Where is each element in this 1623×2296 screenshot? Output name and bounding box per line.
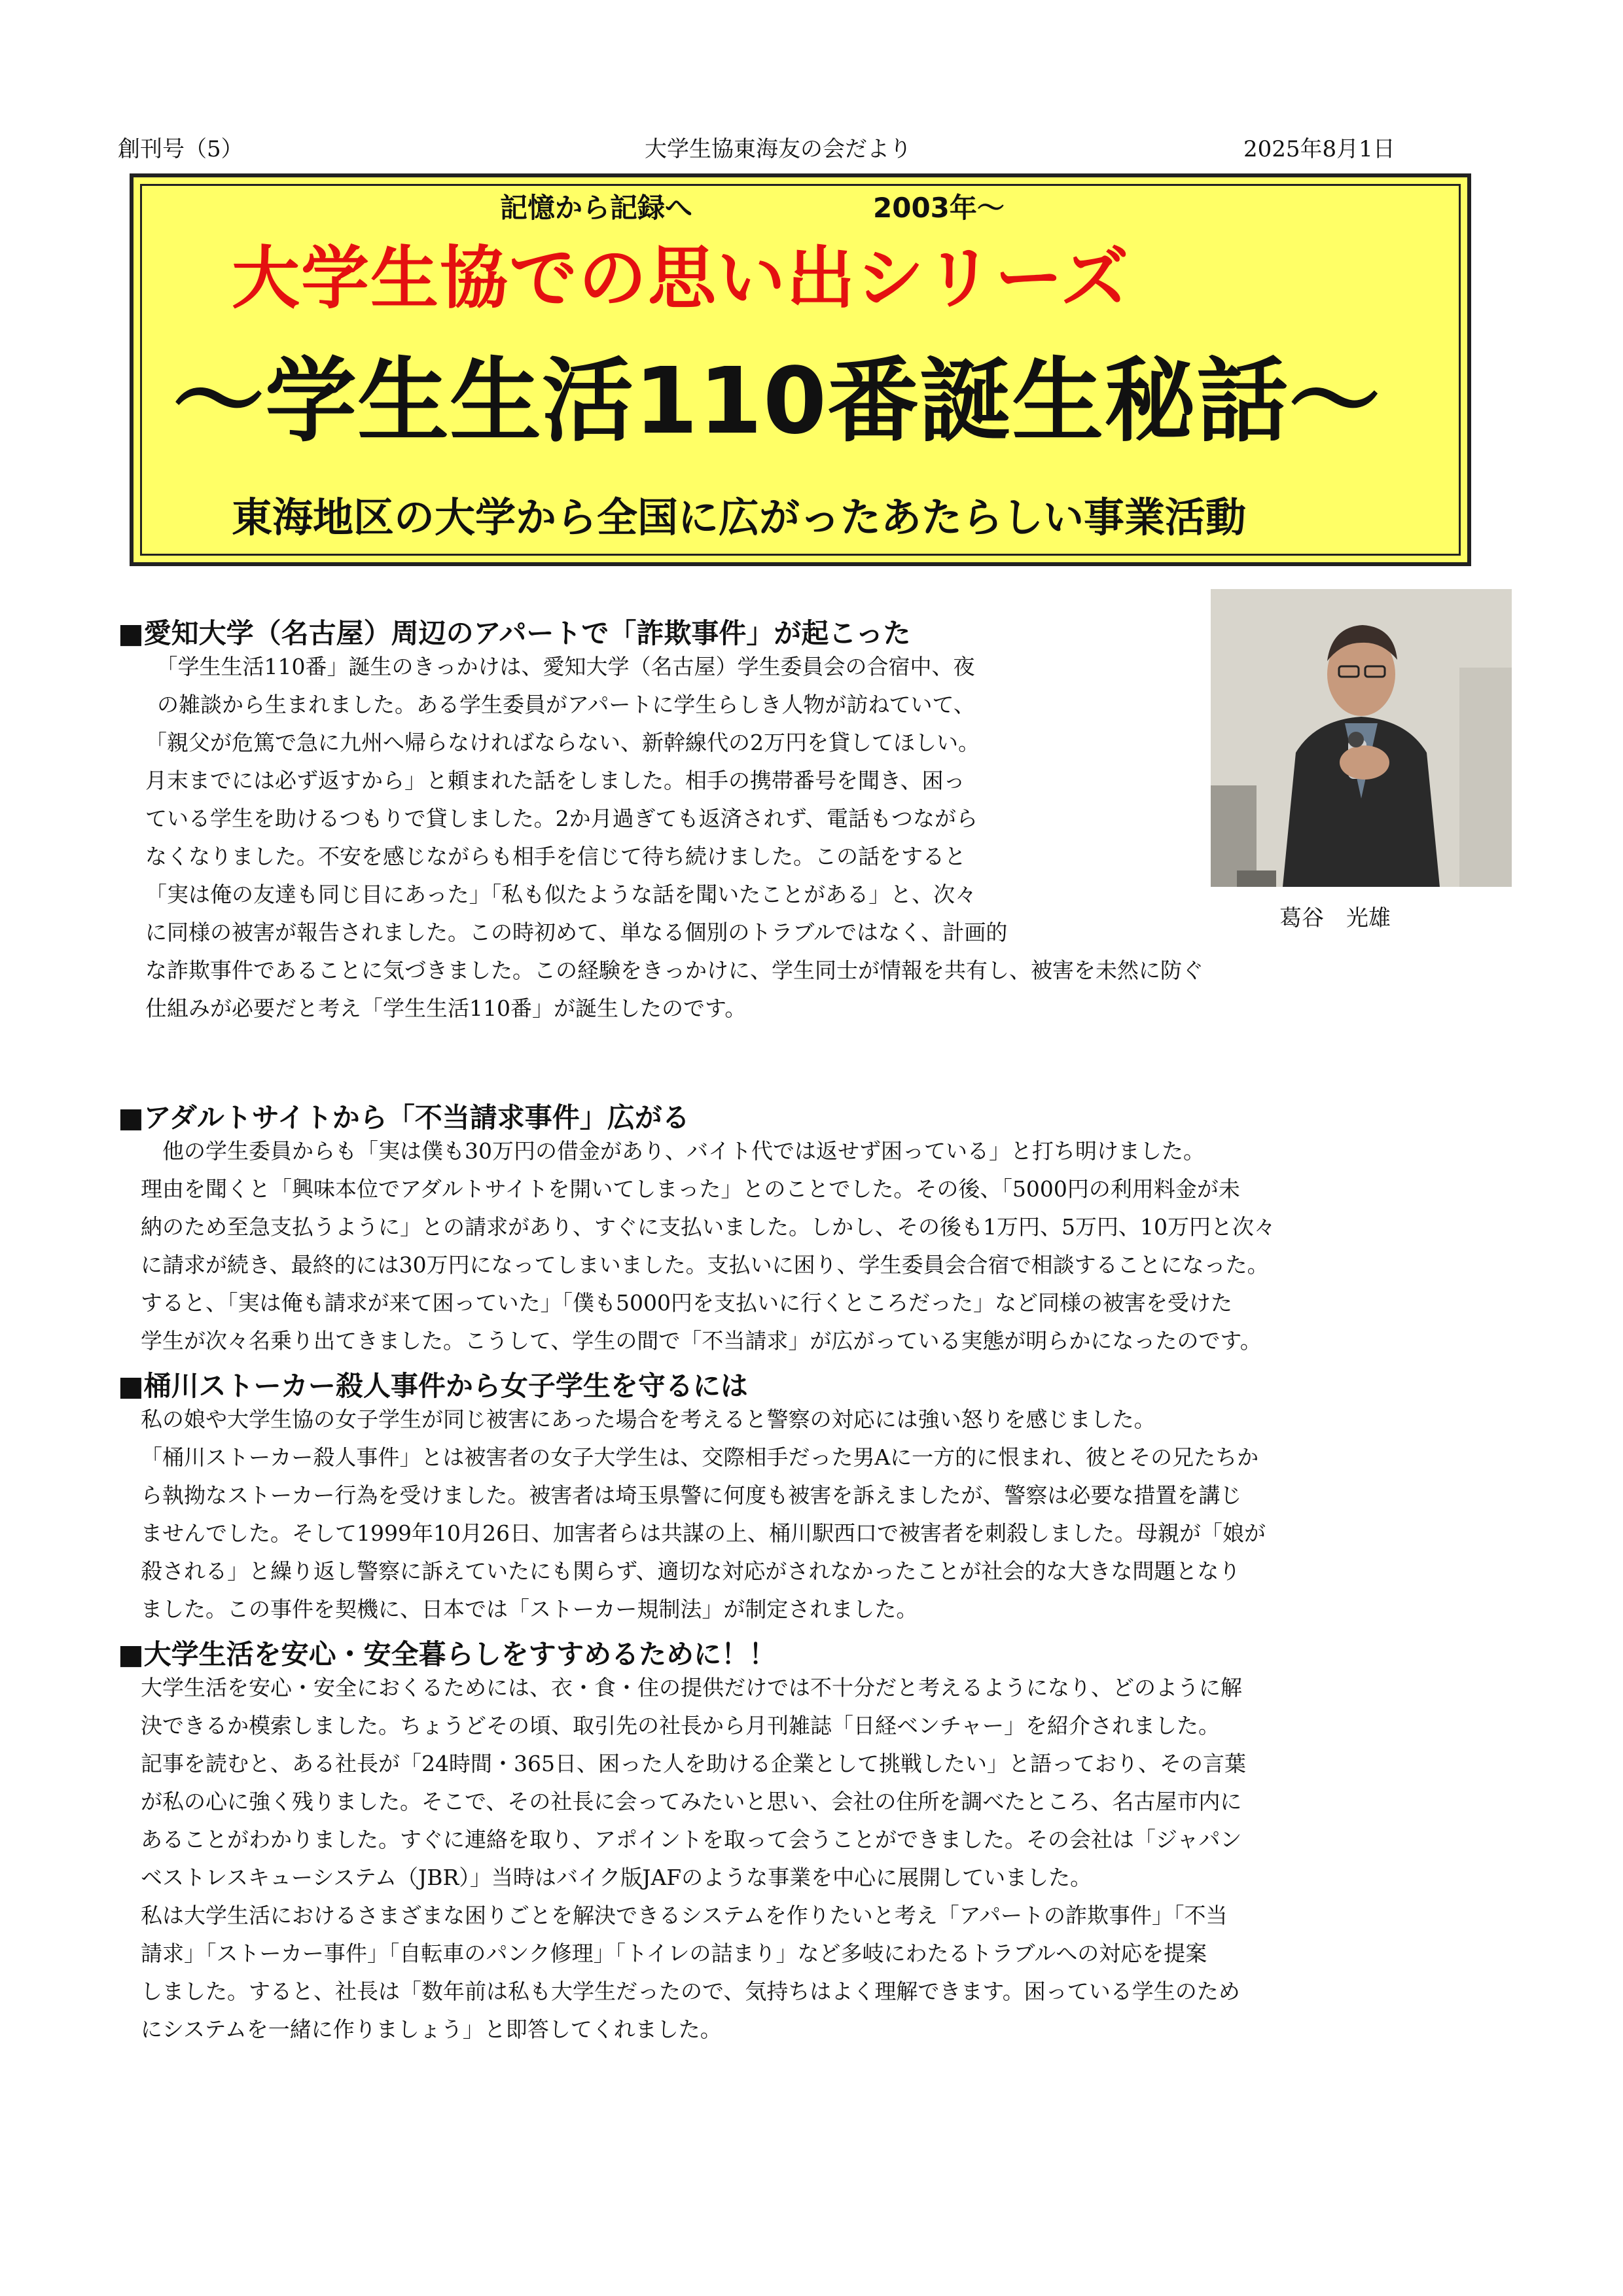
section-1-line-3: 「親父が危篤で急に九州へ帰らなければならない、新幹線代の2万円を貸してほしい。 <box>145 730 980 755</box>
section-1-line-2: の雑談から生まれました。ある学生委員がアパートに学生らしき人物が訪ねていて、 <box>157 692 975 717</box>
section-4-line-1: 大学生活を安心・安全におくるためには、衣・食・住の提供だけでは不十分だと考えるようになり、どのように解 <box>141 1675 1242 1700</box>
section-3-heading: ■桶川ストーカー殺人事件から女子学生を守るには <box>118 1370 748 1402</box>
banner-subtitle: ～学生生活110番誕生秘話～ <box>173 348 1382 455</box>
section-3-line-3: ら執拗なストーカー行為を受けました。被害者は埼玉県警に何度も被害を訴えましたが、警察は必要な措置を講じ <box>141 1482 1242 1508</box>
page-header <box>0 131 1623 170</box>
section-4-line-3: 記事を読むと、ある社長が「24時間・365日、困った人を助ける企業として挑戦したい」と語っており、その言葉 <box>141 1751 1246 1776</box>
speaker-photo <box>1211 589 1512 887</box>
section-2-heading: ■アダルトサイトから「不当請求事件」広がる <box>118 1102 690 1134</box>
section-1-line-7: 「実は俺の友達も同じ目にあった」「私も似たような話を聞いたことがある」と、次々 <box>145 882 977 907</box>
banner-kicker-left: 記憶から記録へ <box>500 192 693 224</box>
section-4-line-7: 私は大学生活におけるさまざまな困りごとを解決できるシステムを作りたいと考え「アパートの詐欺事件」「不当 <box>141 1903 1228 1928</box>
banner-lead: 東海地区の大学から全国に広がったあたらしい事業活動 <box>232 493 1247 541</box>
section-1-line-4: 月末までには必ず返すから」と頼まれた話をしました。相手の携帯番号を聞き、困っ <box>145 768 965 793</box>
section-4-heading: ■大学生活を安心・安全暮らしをすすめるために！！ <box>118 1638 777 1670</box>
section-2-line-6: 学生が次々名乗り出てきました。こうして、学生の間で「不当請求」が広がっている実態が明らかになったのです。 <box>141 1328 1262 1354</box>
photo-caption: 葛谷 光雄 <box>1279 905 1391 931</box>
section-1-line-1: 「学生生活110番」誕生のきっかけは、愛知大学（名古屋）学生委員会の合宿中、夜 <box>145 654 975 679</box>
section-3-line-1: 私の娘や大学生協の女子学生が同じ被害にあった場合を考えると警察の対応には強い怒りを感じました。 <box>141 1407 1156 1432</box>
section-4-line-5: あることがわかりました。すぐに連絡を取り、アポイントを取って会うことができました。その会社は「ジャパン <box>141 1827 1242 1852</box>
section-4-line-8: 請求」「ストーカー事件」「自転車のパンク修理」「トイレの詰まり」など多岐にわたるトラブルへの対応を提案 <box>141 1941 1207 1966</box>
section-4-line-4: が私の心に強く残りました。そこで、その社長に会ってみたいと思い、会社の住所を調べたところ、名古屋市内に <box>141 1789 1242 1814</box>
section-1-line-10: 仕組みが必要だと考え「学生生活110番」が誕生したのです。 <box>145 996 747 1021</box>
section-3-line-4: ませんでした。そして1999年10月26日、加害者らは共謀の上、桶川駅西口で被害者を刺殺しました。母親が「娘が <box>141 1520 1266 1546</box>
section-2-line-1: 他の学生委員からも「実は僕も30万円の借金があり、バイト代では返せず困っている」と打ち明けました。 <box>141 1138 1205 1164</box>
title-banner <box>130 173 1471 566</box>
section-1-heading: ■愛知大学（名古屋）周辺のアパートで「詐欺事件」が起こった <box>118 617 911 649</box>
section-1-line-5: ている学生を助けるつもりで貸しました。2か月過ぎても返済されず、電話もつながら <box>145 806 978 831</box>
section-3-line-2: 「桶川ストーカー殺人事件」とは被害者の女子大学生は、交際相手だった男Aに一方的に恨まれ、彼とその兄たちか <box>141 1444 1259 1470</box>
speaker-silhouette-icon <box>1211 589 1512 887</box>
section-3-line-6: ました。この事件を契機に、日本では「ストーカー規制法」が制定されました。 <box>141 1596 918 1622</box>
banner-title: 大学生協での思い出シリーズ <box>232 238 1130 318</box>
section-3-line-5: 殺される」と繰り返し警察に訴えていたにも関らず、適切な対応がされなかったことが社会的な大きな問題となり <box>141 1558 1241 1584</box>
section-1-line-6: なくなりました。不安を感じながらも相手を信じて待ち続けました。この話をすると <box>145 844 966 869</box>
section-4-line-6: ベストレスキューシステム（JBR）」当時はバイク版JAFのような事業を中心に展開していました。 <box>141 1865 1092 1890</box>
section-1-line-8: に同様の被害が報告されました。この時初めて、単なる個別のトラブルではなく、計画的 <box>145 920 1008 945</box>
section-2-line-4: に請求が続き、最終的には30万円になってしまいました。支払いに困り、学生委員会合宿で相談することになった。 <box>141 1252 1269 1278</box>
banner-kicker-right: 2003年～ <box>873 192 1005 224</box>
section-2-line-3: 納のため至急支払うように」との請求があり、すぐに支払いました。しかし、その後も1万円、5万円、10万円と次々 <box>141 1214 1275 1240</box>
section-4-line-10: にシステムを一緒に作りましょう」と即答してくれました。 <box>141 2017 722 2042</box>
section-2-line-5: すると、「実は俺も請求が来て困っていた」「僕も5000円を支払いに行くところだった」など同様の被害を受けた <box>141 1290 1232 1316</box>
issue-number: 創刊号（5） <box>118 136 243 162</box>
section-4-line-2: 決できるか模索しました。ちょうどその頃、取引先の社長から月刊雑誌「日経ベンチャー」を紹介されました。 <box>141 1713 1221 1738</box>
publication-name: 大学生協東海友の会だより <box>645 136 912 162</box>
section-1-line-9: な詐欺事件であることに気づきました。この経験をきっかけに、学生同士が情報を共有し、被害を未然に防ぐ <box>145 958 1204 983</box>
section-4-line-9: しました。すると、社長は「数年前は私も大学生だったので、気持ちはよく理解できます。困っている学生のため <box>141 1979 1240 2004</box>
section-2-line-2: 理由を聞くと「興味本位でアダルトサイトを開いてしまった」とのことでした。その後、「5000円の利用料金が未 <box>141 1176 1240 1202</box>
issue-date: 2025年8月1日 <box>1243 136 1395 162</box>
